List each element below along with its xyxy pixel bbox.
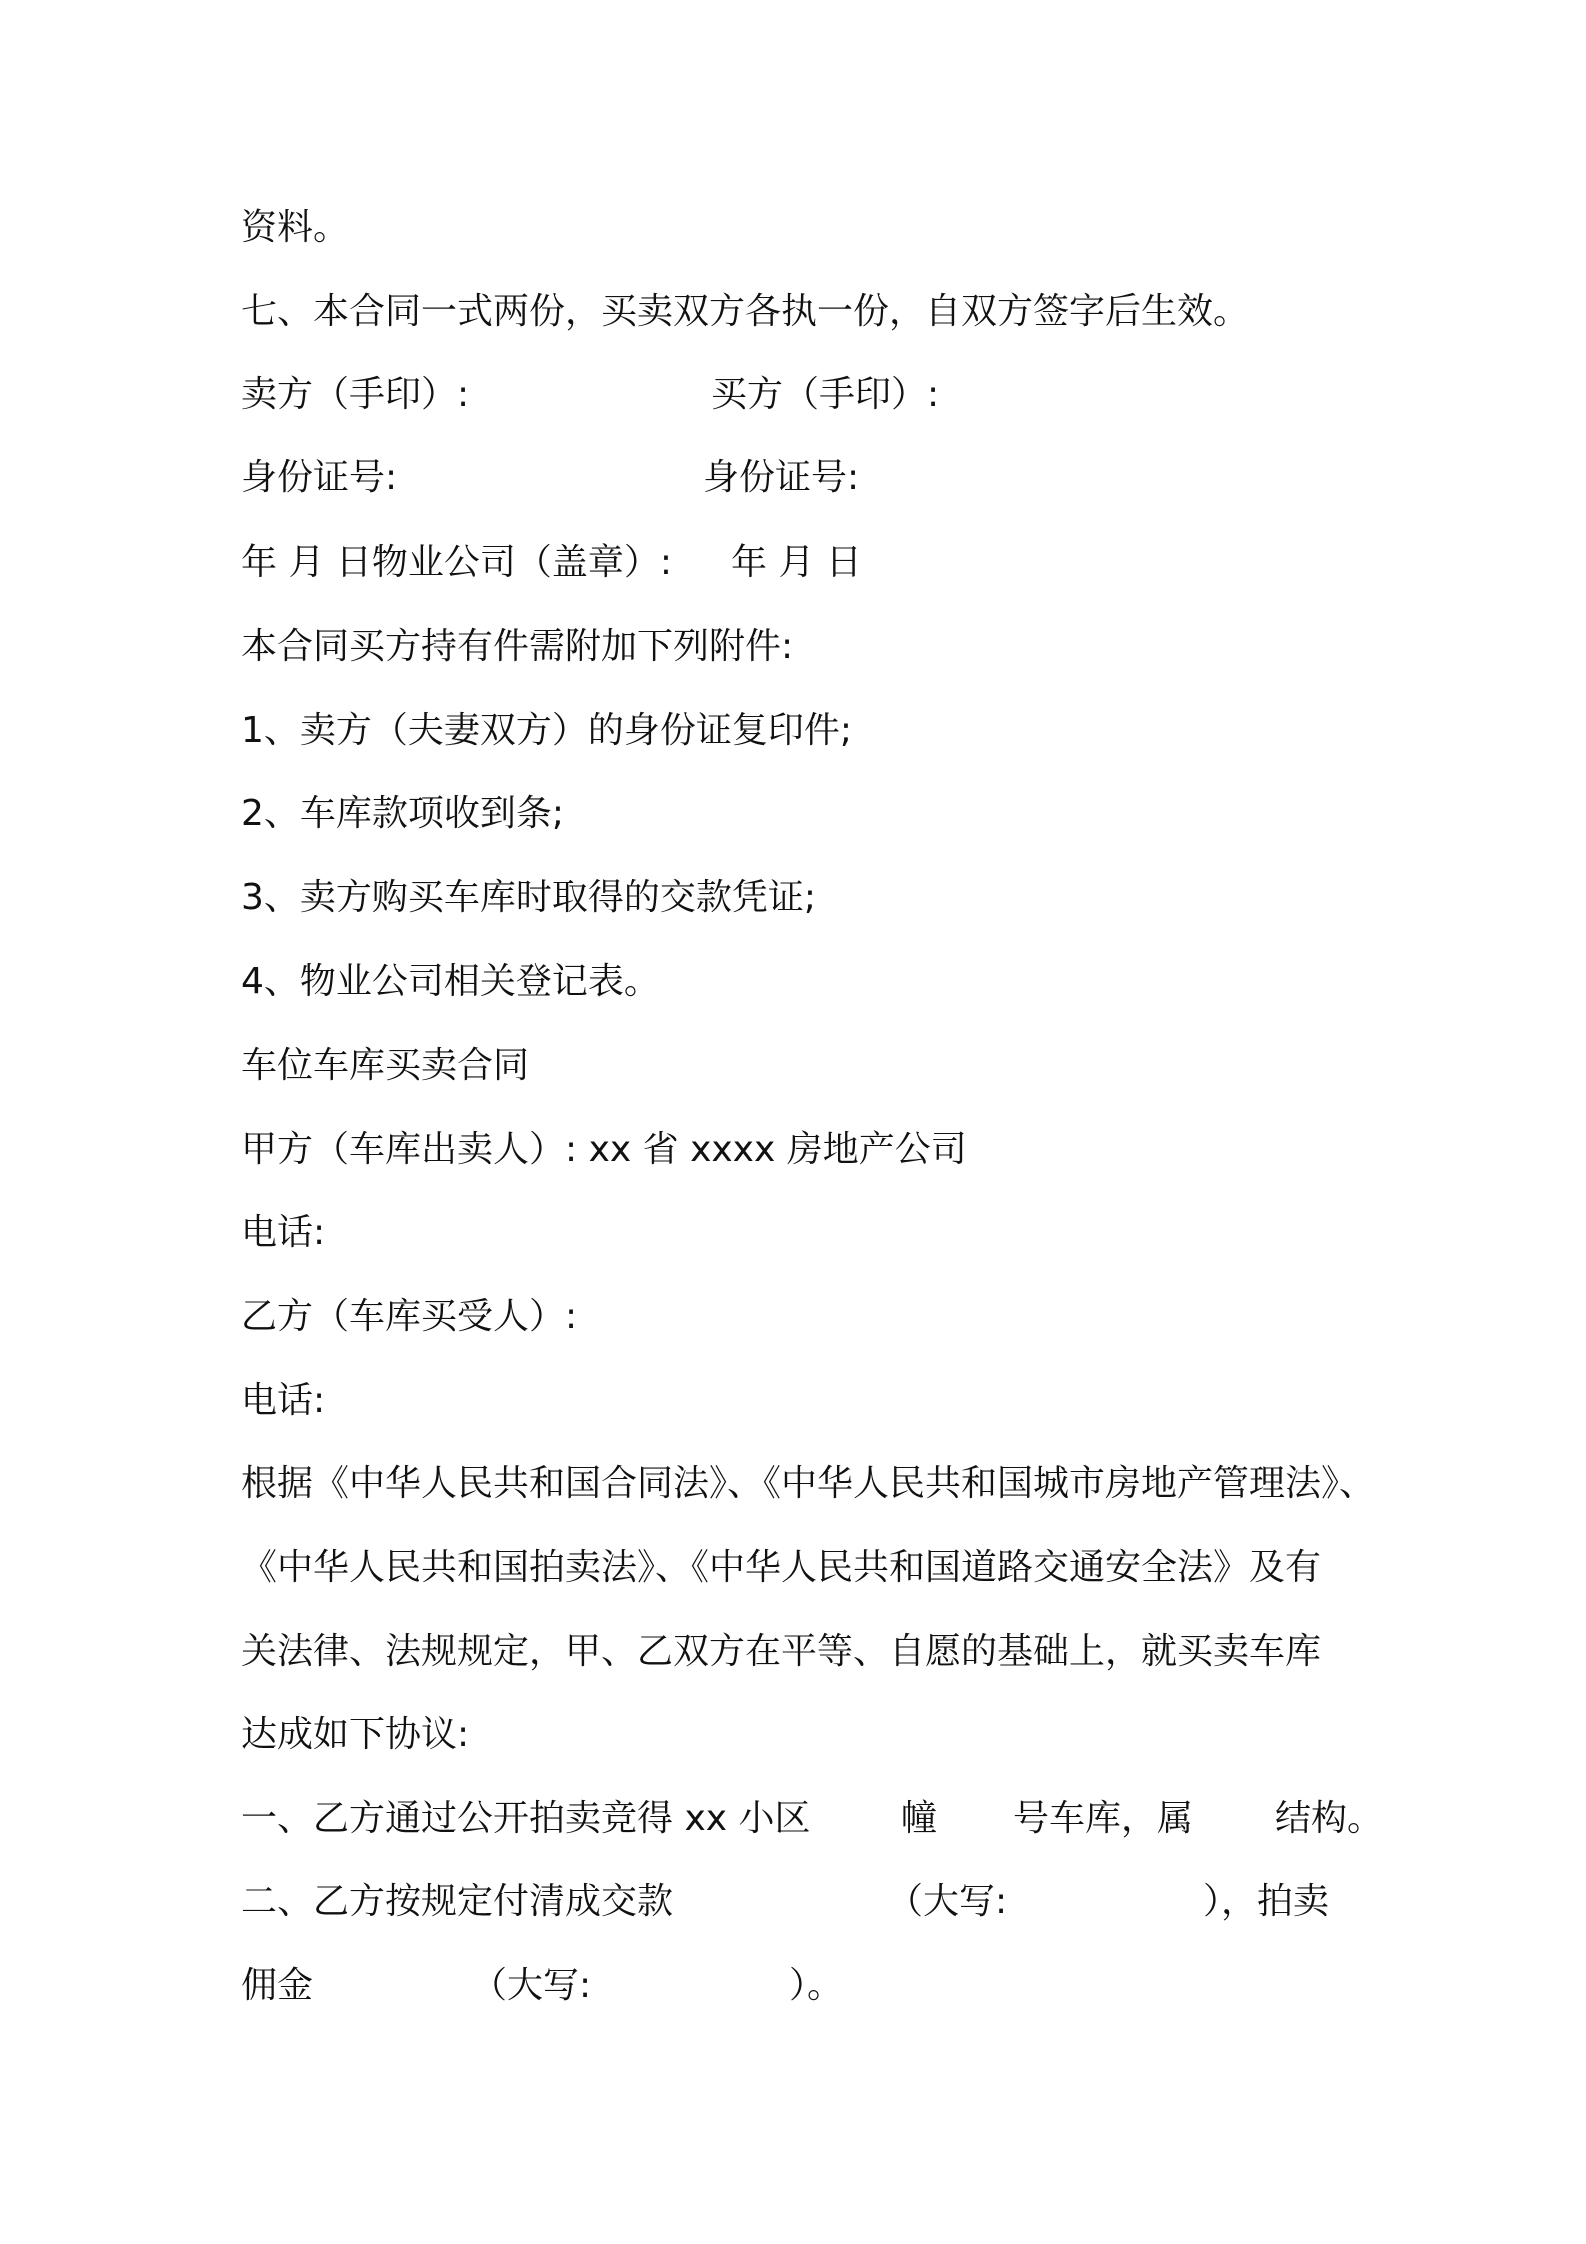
clause-one-part-b: 幢 — [901, 1798, 938, 1839]
clause-seven — [241, 290, 1249, 334]
date-line-right: 年 月 日 — [731, 542, 862, 583]
preamble-2-text: 《中华人民共和国拍卖法》、《中华人民共和国道路交通安全法》及有 — [241, 1547, 1322, 1588]
attachments-intro-text: 本合同买方持有件需附加下列附件: — [241, 626, 794, 667]
clause-two-part-b: （大写: — [887, 1881, 1008, 1922]
preamble-1-text: 根据《中华人民共和国合同法》、《中华人民共和国城市房地产管理法》、 — [241, 1463, 1376, 1504]
party-b-phone-line — [241, 1379, 325, 1423]
preamble-line — [241, 1630, 1321, 1674]
attachments-intro — [241, 625, 793, 669]
contract-title-text: 车位车库买卖合同 — [241, 1045, 530, 1086]
seller-id-label: 身份证号: — [241, 457, 398, 498]
clause-two-cont-part-a: 佣金 — [241, 1965, 314, 2006]
party-b-phone-label: 电话: — [241, 1380, 326, 1421]
clause-one-part-c: 号车库，属 — [1013, 1798, 1194, 1839]
contract-title — [241, 1044, 529, 1088]
attachment-item — [241, 876, 816, 920]
clause-two-part-c: ），拍卖 — [1203, 1881, 1330, 1922]
party-a-phone-label: 电话: — [241, 1212, 326, 1253]
buyer-sign-label: 买方（手印）: — [711, 374, 940, 415]
attachment-item — [241, 709, 852, 753]
party-a-line — [241, 1128, 967, 1172]
clause-two-cont-part-b: （大写: — [471, 1965, 592, 2006]
preamble-3-text: 关法律、法规规定，甲、乙双方在平等、自愿的基础上，就买卖车库 — [241, 1631, 1322, 1672]
clause-seven-text: 七、本合同一式两份，买卖双方各执一份，自双方签字后生效。 — [241, 291, 1250, 332]
attachment-2-text: 2、车库款项收到条; — [241, 793, 565, 834]
date-line-left: 年 月 日物业公司（盖章）: — [241, 542, 673, 583]
preamble-line — [241, 1713, 469, 1757]
preamble-line — [241, 1546, 1321, 1590]
clause-two-cont-part-c: ）。 — [789, 1965, 844, 2006]
party-b-line — [241, 1295, 577, 1339]
clause-one-part-d: 结构。 — [1275, 1798, 1384, 1839]
text-line-ziliao — [241, 206, 349, 250]
party-a-text: 甲方（车库出卖人）: xx 省 xxxx 房地产公司 — [241, 1129, 967, 1170]
attachment-item — [241, 792, 564, 836]
seller-sign-label: 卖方（手印）: — [241, 374, 470, 415]
clause-two-part-a: 二、乙方按规定付清成交款 — [241, 1881, 674, 1922]
preamble-4-text: 达成如下协议: — [241, 1714, 470, 1755]
clause-one-part-a: 一、乙方通过公开拍卖竞得 xx 小区 — [241, 1798, 811, 1839]
preamble-line — [241, 1462, 1375, 1506]
attachment-4-text: 4、物业公司相关登记表。 — [241, 961, 660, 1002]
buyer-id-label: 身份证号: — [703, 457, 860, 498]
text-ziliao: 资料。 — [241, 207, 350, 248]
attachment-3-text: 3、卖方购买车库时取得的交款凭证; — [241, 877, 817, 918]
party-b-text: 乙方（车库买受人）: — [241, 1296, 578, 1337]
attachment-item — [241, 960, 660, 1004]
party-a-phone-line — [241, 1211, 325, 1255]
attachment-1-text: 1、卖方（夫妻双方）的身份证复印件; — [241, 710, 853, 751]
